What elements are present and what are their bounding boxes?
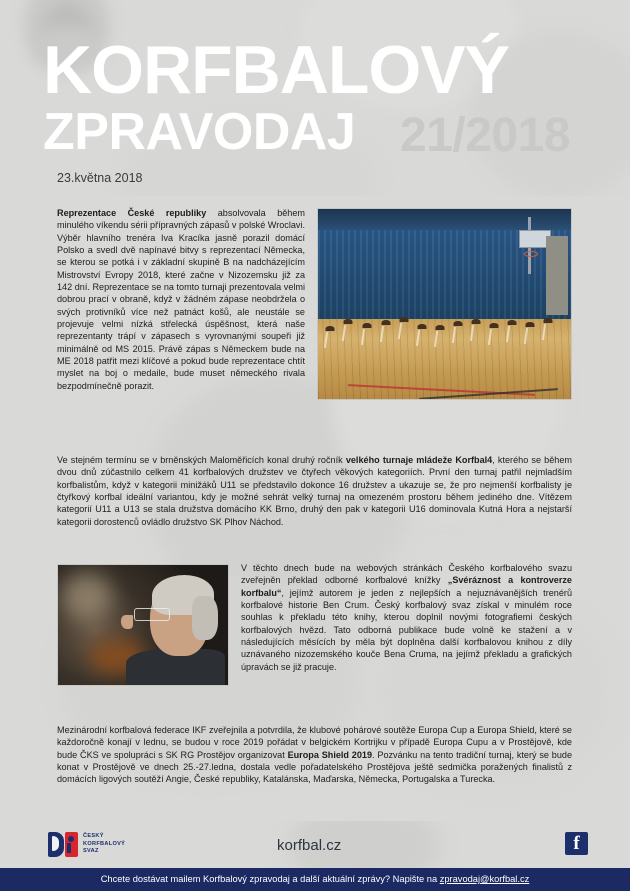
publication-date: 23.května 2018 bbox=[57, 171, 143, 185]
subscribe-email-link[interactable]: zpravodaj@korfbal.cz bbox=[439, 874, 530, 884]
paragraph-text: Ve stejném termínu se v brněnských Maloměřicích konal druhý ročník bbox=[57, 455, 346, 465]
paragraph-korfbal4 bbox=[57, 454, 572, 528]
paragraph-text: V těchto dnech bude na webových stránkách Českého korfbalového svazu zveřejněn překlad odborné korfbalové knížky bbox=[241, 563, 572, 586]
page-header bbox=[0, 0, 630, 196]
issue-number: 21/2018 bbox=[400, 109, 571, 162]
portrait-photo-float bbox=[57, 564, 229, 686]
paragraph-bold: velkého turnaje mládeže Korfbal4 bbox=[345, 455, 493, 465]
logo-text-line3: SVAZ bbox=[83, 848, 99, 855]
paragraph-book bbox=[57, 562, 572, 689]
gym-floor bbox=[318, 319, 571, 399]
team-photo-float bbox=[317, 208, 572, 400]
paragraph-bold: „Svéráznost a kontroverze korfbalu“ bbox=[241, 575, 572, 598]
paragraph-lead-bold: Reprezentace České republiky bbox=[57, 208, 207, 218]
korfball-federation-icon bbox=[48, 832, 78, 857]
paragraph-europa-shield bbox=[57, 724, 572, 786]
paragraph-text: absolvovala během minulého víkendu sérii přípravných zápasů v polské Wroclavi. Výběr hlavního trenéra Iva Kracíka jasně porazil domácí Polsko a svedl dvě napínavé bitvy s reprezentací Německa, se kterou se potká i v základní skupině B na nadcházejícím Mistrovství Evropy 2018, které začne v Nizozemsku již za 142 dní. Reprezentace se na tomto turnaji prezentovala velmi dobrou prací v obraně, když v žádném zápase neobdržela o svých protivníků více než patnáct košů, ale neustále se projevuje velmi nízká střelecká úspěšnost, která naše reprezentanty trápí v zápasech s vyrovnanými soupeři již minimálně od MS 2015. Právě zápas s Německem bude na ME 2018 patřit mezi klíčové a pokud bude reprezentace chtít myslet na boj o medaile, bude muset německého rivala bezpodmínečně porazit. bbox=[57, 208, 306, 391]
logo-blue-shape bbox=[48, 832, 64, 857]
subscribe-text: Chcete dostávat mailem Korfbalový zpravodaj a další aktuální zprávy? Napište na bbox=[100, 874, 440, 884]
page-footer bbox=[0, 821, 630, 868]
court-line bbox=[348, 384, 535, 396]
paragraph-text: , jejímž autorem je jeden z nejlepších a nejuznávanějších trenérů korfbalové historie Ben Crum. Český korfbalový svaz získal v minulém roce souhlas k překladu této knihy, kterou doplnil novými fotografiemi českých korfbalových hvězd. Tato odborná publikace bude volně ke stažení a v následujících měsících by měla být doplněna další korfbalovou knihou z díly uznávaného nizozemského kouče Bena Cruma, na jejímž překladu a grafických úpravách se již pracuje. bbox=[241, 587, 572, 672]
gym-ceiling bbox=[318, 209, 571, 230]
logo-text-line1: ČESKÝ bbox=[83, 833, 104, 840]
portrait-glasses bbox=[134, 608, 170, 621]
masthead-title: KORFBALOVÝ bbox=[43, 32, 509, 108]
masthead-subtitle: ZPRAVODAJ bbox=[43, 103, 356, 161]
paragraph-bold: Europa Shield 2019 bbox=[287, 749, 373, 760]
logo-text-line2: KORFBALOVÝ bbox=[83, 840, 126, 847]
article-body bbox=[0, 196, 630, 821]
team-photo bbox=[317, 208, 572, 400]
logo-text bbox=[83, 833, 125, 855]
paragraph-text: . Pozvánku na tento tradiční turnaj, který se bude konat v Prostějově ve dnech 25.-27.ledna, dostala vedle pořadatelského Prostějova ještě sedmička poražených finalistů z domácích ligových soutěží Angie, České republiky, Katalánska, Maďarska, Německa, Portugalska a Turecka. bbox=[57, 749, 573, 785]
gym-door bbox=[546, 236, 569, 316]
website-link[interactable]: korfbal.cz bbox=[277, 837, 342, 854]
paragraph-text: Mezinárodní korfbalová federace IKF zveřejnila a potvrdila, že klubové pohárové soutěže Europa Cup a Europa Shield, které se každoročně konají v lednu, se budou v roce 2019 pořádat v belgickém Kortrijku v případě Europa Cupu a v Prostějově, kde bude ČKS ve spolupráci s SK RG Prostějov organizovat bbox=[57, 725, 572, 760]
subscribe-bar bbox=[0, 868, 630, 891]
paragraph-national-team bbox=[57, 207, 572, 404]
logo-red-shape bbox=[65, 832, 78, 857]
paragraph-text: , kterého se během dvou dnů zúčastnilo celkem 41 korfbalových družstev ve čtyřech věkových kategoriích. První den turnaj patřil nejmladším korfbalistům, když v kategorii minižáků U11 se představilo dokonce 16 družstev a ukazuje se, že pro nejmenší korfbalisty je čtyřkový korfbal ideální variantou, kdy je možné sehrát velký turnaj na omezeném prostoru během jediného dne. Vítězem kategorií U11 a U13 se stala družstva domácího KK Brno, druhý den pak v kategorii U16 dominovala Kutná Hora a nejstarší kategorii dorostenců ovládlo družstvo SK Plhov Náchod. bbox=[57, 455, 572, 527]
portrait-hair bbox=[192, 596, 218, 640]
hoop-ring bbox=[524, 251, 538, 257]
portrait-photo-ben-crum bbox=[57, 564, 229, 686]
federation-logo[interactable] bbox=[48, 832, 125, 857]
portrait-nose bbox=[121, 615, 133, 629]
facebook-icon[interactable]: f bbox=[565, 832, 588, 855]
